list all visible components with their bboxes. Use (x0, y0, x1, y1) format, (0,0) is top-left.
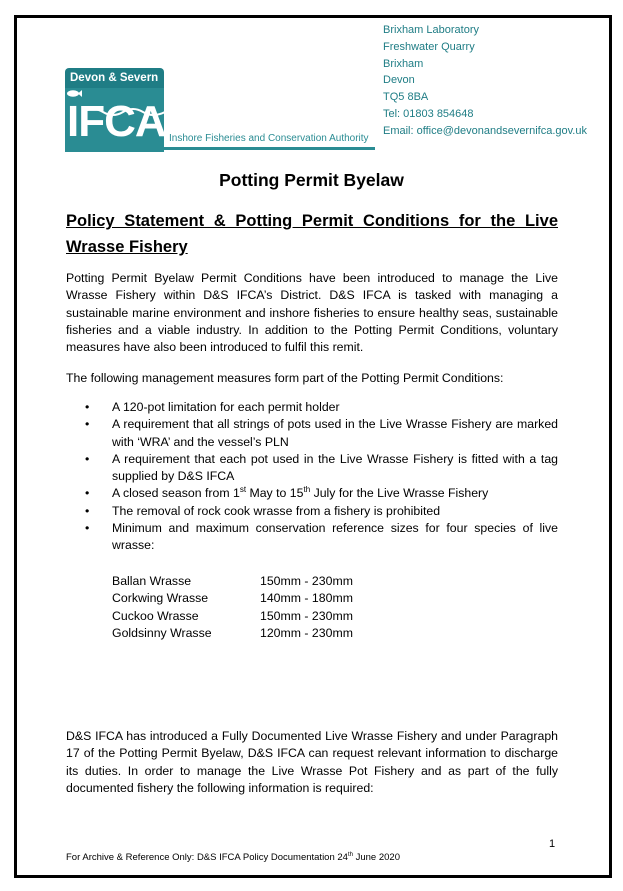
footer-text: June 2020 (352, 852, 400, 863)
logo-tagline: Inshore Fisheries and Conservation Authority (169, 133, 369, 144)
closing-paragraph: D&S IFCA has introduced a Fully Documented Live Wrasse Fishery and under Paragraph 17 of the Potting Permit Byelaw, D&S IFCA can request relevant information to discharge its duties. In order to manage the Live Wrasse Pot Fishery and as part of the fully documented fishery the following information is required: (66, 729, 558, 795)
closed-season-text: July for the Live Wrasse Fishery (310, 486, 489, 501)
measures-list (66, 399, 558, 555)
address-line: Brixham Laboratory (383, 24, 479, 36)
closed-season-text: A closed season from 1 (112, 486, 240, 501)
species-name: Goldsinny Wrasse (112, 625, 212, 640)
list-item: • Minimum and maximum conservation reference sizes for four species of live wrasse: (66, 520, 558, 555)
species-name: Cuckoo Wrasse (112, 608, 199, 623)
page-number: 1 (549, 838, 556, 850)
footer-text: For Archive & Reference Only: D&S IFCA Policy Documentation 24 (66, 852, 348, 863)
size-range: 140mm - 180mm (260, 591, 353, 606)
size-range: 150mm - 230mm (260, 608, 353, 623)
table-row (112, 625, 353, 642)
logo-block (65, 88, 164, 152)
address-phone: Tel: 01803 854648 (383, 107, 474, 120)
list-item: • The removal of rock cook wrasse from a fishery is prohibited (66, 503, 558, 520)
document-subtitle: Policy Statement & Potting Permit Conditions for the Live Wrasse Fishery (66, 212, 558, 256)
list-item: • A requirement that each pot used in the Live Wrasse Fishery is fitted with a tag supplied by D&S IFCA (66, 451, 558, 486)
list-item: • A requirement that all strings of pots used in the Live Wrasse Fishery are marked with ‘WRA’ and the vessel’s PLN (66, 416, 558, 451)
logo-letters: IFCA (67, 97, 166, 146)
address-email[interactable]: Email: office@devonandsevernifca.gov.uk (383, 124, 587, 137)
species-name: Corkwing Wrasse (112, 591, 209, 606)
ifca-logo (65, 68, 375, 154)
table-row (112, 608, 353, 625)
size-range: 120mm - 230mm (260, 625, 353, 640)
footer (66, 852, 400, 863)
size-table (112, 573, 353, 642)
list-item: • A 120-pot limitation for each permit holder (66, 399, 558, 416)
list-item (66, 485, 558, 502)
logo-tab-text: Devon & Severn (65, 68, 164, 89)
intro-paragraph: Potting Permit Byelaw Permit Conditions have been introduced to manage the Live Wrasse Fishery within D&S IFCA’s District. D&S IFCA is tasked with managing a sustainable marine environment and inshore fisheries to ensure healthy seas, sustainable fisheries and a viable industry. In addition to the Potting Permit Conditions, voluntary measures have also been introduced to fulfil this remit. (66, 271, 558, 355)
species-name: Ballan Wrasse (112, 574, 192, 588)
closed-season-text: May to 15 (246, 486, 304, 501)
address-line: Freshwater Quarry (383, 40, 475, 53)
ordinal-suffix: th (347, 851, 353, 858)
address-line: TQ5 8BA (383, 91, 429, 104)
size-range: 150mm - 230mm (260, 574, 353, 588)
table-row (112, 573, 353, 590)
address-line: Devon (383, 74, 415, 87)
measures-lead: The following management measures form part of the Potting Permit Conditions: (66, 371, 504, 385)
logo-underline (164, 147, 375, 150)
ordinal-suffix: th (303, 485, 311, 495)
address-line: Brixham (383, 57, 424, 70)
table-row (112, 590, 353, 607)
ordinal-suffix: st (239, 485, 247, 495)
document-title: Potting Permit Byelaw (219, 170, 404, 190)
address-block (383, 22, 587, 140)
